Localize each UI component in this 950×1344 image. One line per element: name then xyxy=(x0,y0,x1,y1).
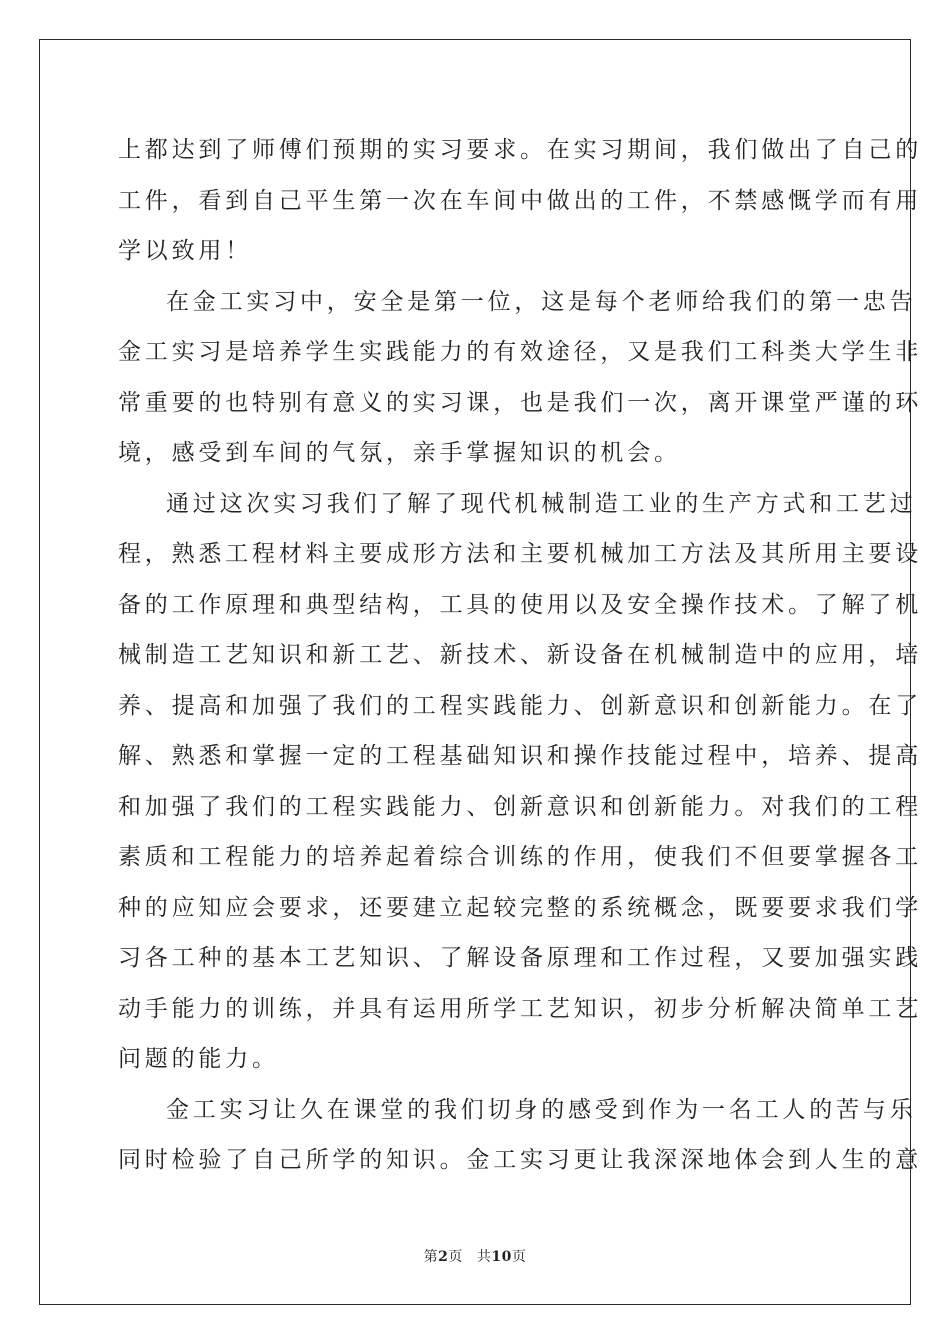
text-line-12: 养、提高和加强了我们的工程实践能力、创新意识和创新能力。在了 xyxy=(118,692,922,719)
text-line-18: 动手能力的训练，并具有运用所学工艺知识，初步分析解决简单工艺 xyxy=(118,995,922,1022)
text-line-7: 境，感受到车间的气氛，亲手掌握知识的机会。 xyxy=(118,440,681,466)
text-line-11: 械制造工艺知识和新工艺、新技术、新设备在机械制造中的应用，培 xyxy=(118,642,922,668)
page-footer xyxy=(0,1246,950,1266)
text-line-4: 在金工实习中，安全是第一位，这是每个老师给我们的第一忠告 xyxy=(166,288,917,315)
text-line-14: 和加强了我们的工程实践能力、创新意识和创新能力。对我们的工程 xyxy=(118,793,922,820)
text-line-8: 通过这次实习我们了解了现代机械制造工业的生产方式和工艺过 xyxy=(166,490,917,517)
total-suffix: 页 xyxy=(511,1249,527,1265)
page-prefix: 第 xyxy=(423,1249,439,1265)
text-line-2: 工件，看到自己平生第一次在车间中做出的工件，不禁感慨学而有用 xyxy=(118,187,922,214)
text-line-19: 问题的能力。 xyxy=(118,1046,279,1072)
text-line-9: 程，熟悉工程材料主要成形方法和主要机械加工方法及其所用主要设 xyxy=(118,541,922,567)
total-prefix: 共 xyxy=(476,1249,492,1265)
page-total-indicator xyxy=(477,1249,526,1265)
page-indicator xyxy=(424,1249,463,1265)
text-line-20: 金工实习让久在课堂的我们切身的感受到作为一名工人的苦与乐 xyxy=(166,1096,917,1123)
page-suffix: 页 xyxy=(448,1249,463,1265)
page-total: 10 xyxy=(491,1249,512,1265)
text-line-13: 解、熟悉和掌握一定的工程基础知识和操作技能过程中，培养、提高 xyxy=(118,743,922,769)
text-line-16: 种的应知应会要求，还要建立起较完整的系统概念，既要要求我们学 xyxy=(118,894,922,921)
text-line-5: 金工实习是培养学生实践能力的有效途径，又是我们工科类大学生非 xyxy=(118,339,922,365)
text-line-10: 备的工作原理和典型结构，工具的使用以及安全操作技术。了解了机 xyxy=(118,591,922,618)
text-line-3: 学以致用！ xyxy=(118,238,252,264)
text-line-21: 同时检验了自己所学的知识。金工实习更让我深深地体会到人生的意 xyxy=(118,1147,922,1173)
page-current: 2 xyxy=(438,1249,449,1265)
document-body xyxy=(118,125,922,1186)
text-line-6: 常重要的也特别有意义的实习课，也是我们一次，离开课堂严谨的环 xyxy=(118,389,922,416)
text-line-17: 习各工种的基本工艺知识、了解设备原理和工作过程，又要加强实践 xyxy=(118,945,922,971)
text-line-15: 素质和工程能力的培养起着综合训练的作用，使我们不但要掌握各工 xyxy=(118,844,922,870)
text-line-1: 上都达到了师傅们预期的实习要求。在实习期间，我们做出了自己的 xyxy=(118,137,922,163)
